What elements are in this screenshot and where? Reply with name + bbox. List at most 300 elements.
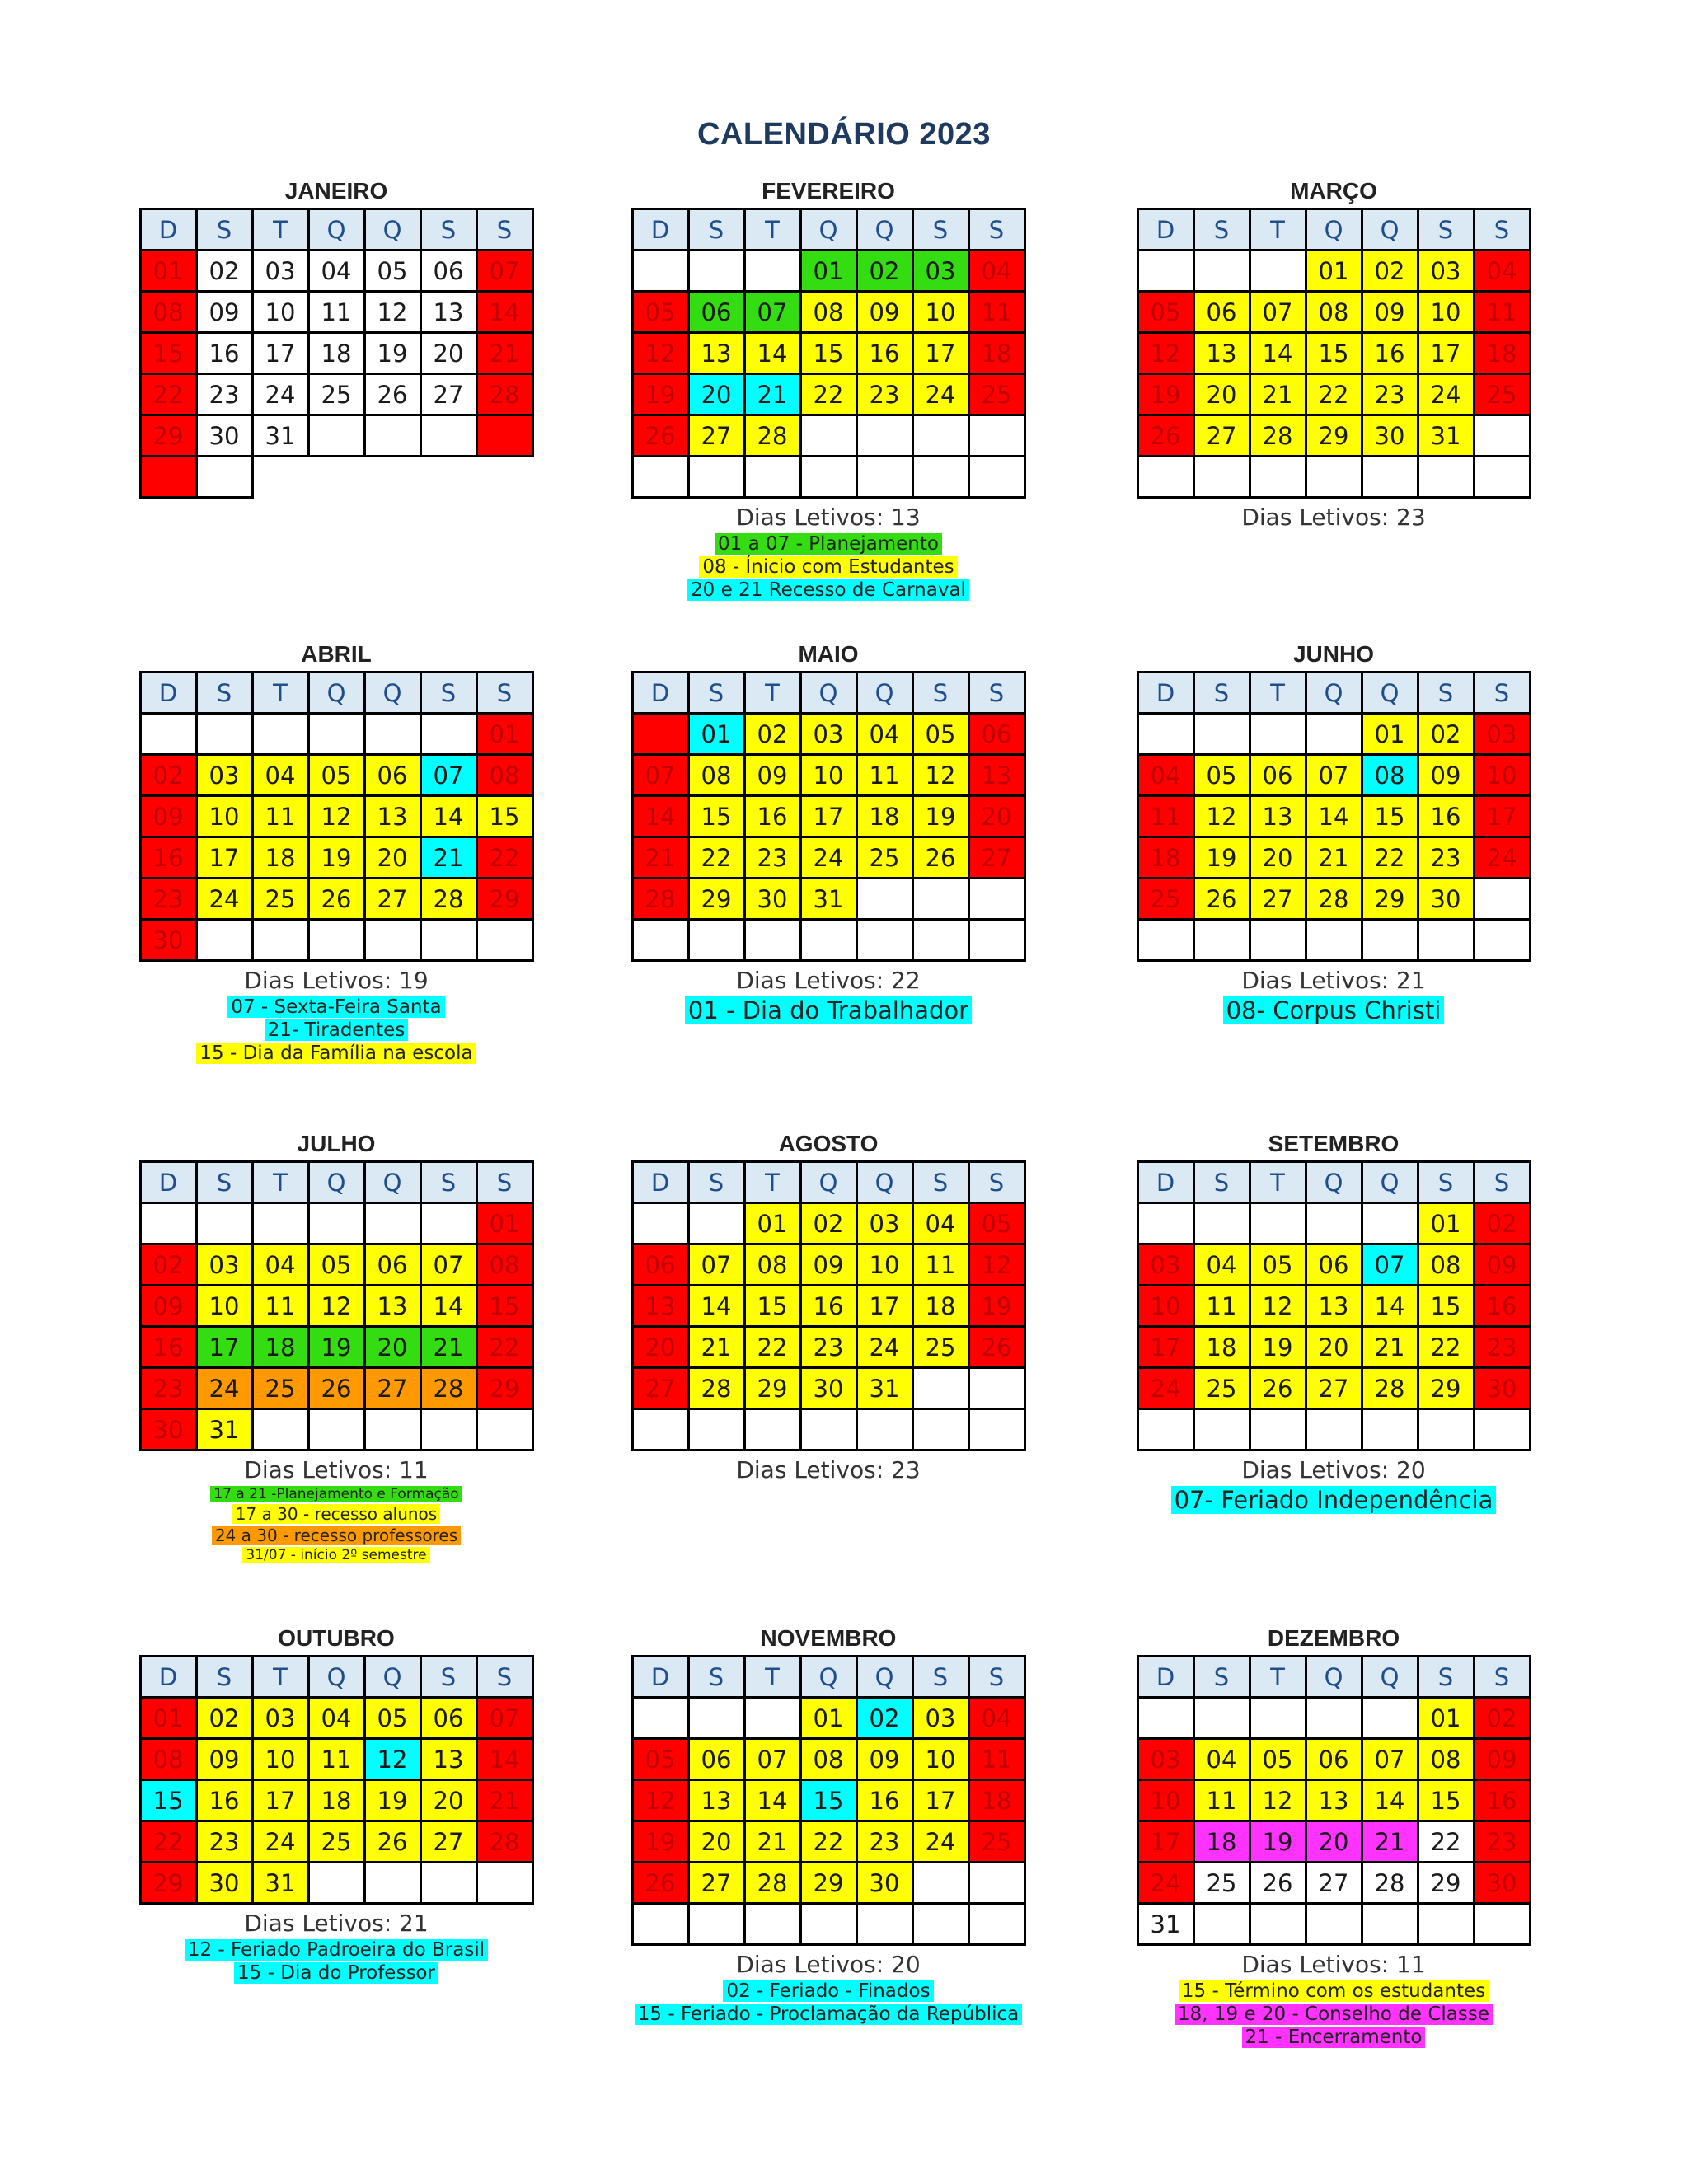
weekday-header: S	[420, 673, 476, 714]
day-cell: 03	[252, 1698, 308, 1739]
empty-cell	[1474, 879, 1530, 920]
weekday-header: S	[688, 209, 744, 251]
empty-cell	[252, 1409, 308, 1451]
day-cell: 27	[364, 1368, 420, 1409]
weekday-header: S	[912, 1657, 968, 1698]
day-cell: 15	[140, 1780, 196, 1821]
day-cell: 20	[420, 333, 476, 374]
day-cell: 14	[688, 1286, 744, 1327]
day-cell: 07	[476, 251, 532, 292]
day-cell: 01	[476, 1203, 532, 1244]
day-cell: 10	[196, 796, 252, 837]
day-cell: 19	[1193, 837, 1250, 879]
day-cell: 04	[1193, 1244, 1250, 1286]
legend-note: 18, 19 e 20 - Conselho de Classe	[1175, 2004, 1493, 2025]
empty-cell	[912, 457, 968, 498]
day-cell: 06	[1250, 755, 1306, 796]
weekday-header: S	[688, 1657, 744, 1698]
month-name: ABRIL	[301, 641, 372, 667]
legend-note: 01 a 07 - Planejamento	[715, 533, 942, 555]
day-cell: 08	[744, 1244, 800, 1286]
day-cell: 06	[688, 1739, 744, 1780]
dias-letivos: Dias Letivos: 11	[244, 1456, 429, 1483]
day-cell: 02	[856, 1698, 912, 1739]
day-cell: 25	[912, 1327, 968, 1368]
day-cell: 18	[1193, 1821, 1250, 1863]
day-cell: 23	[856, 374, 912, 415]
day-cell: 26	[912, 837, 968, 879]
day-cell: 26	[1137, 415, 1193, 457]
legend-note: 12 - Feriado Padroeira do Brasil	[185, 1939, 488, 1961]
empty-cell	[800, 920, 856, 961]
dias-letivos: Dias Letivos: 20	[1241, 1456, 1426, 1483]
day-cell: 31	[196, 1409, 252, 1451]
empty-cell	[1137, 920, 1193, 961]
day-cell: 05	[1193, 755, 1250, 796]
weekday-header: S	[1418, 1162, 1474, 1203]
day-cell: 15	[140, 333, 196, 374]
day-cell: 23	[744, 837, 800, 879]
day-cell: 06	[968, 714, 1025, 755]
day-cell: 25	[252, 879, 308, 920]
day-cell: 17	[1137, 1821, 1193, 1863]
day-cell: 19	[364, 333, 420, 374]
empty-cell	[476, 1409, 532, 1451]
day-cell: 11	[1193, 1780, 1250, 1821]
weekday-header: Q	[308, 1657, 364, 1698]
day-cell: 25	[1137, 879, 1193, 920]
weekday-header: T	[1250, 209, 1306, 251]
day-cell: 18	[912, 1286, 968, 1327]
day-cell: 23	[800, 1327, 856, 1368]
day-cell: 15	[1418, 1780, 1474, 1821]
day-cell: 23	[140, 879, 196, 920]
legend-note: 24 a 30 - recesso professores	[212, 1526, 461, 1545]
day-cell: 20	[364, 1327, 420, 1368]
month-name: NOVEMBRO	[760, 1625, 897, 1651]
empty-cell	[1250, 251, 1306, 292]
day-cell: 28	[1362, 1863, 1418, 1904]
day-cell: 24	[912, 1821, 968, 1863]
day-cell: 13	[632, 1286, 688, 1327]
day-cell: 26	[308, 1368, 364, 1409]
empty-cell	[744, 251, 800, 292]
day-cell: 23	[1474, 1327, 1530, 1368]
day-cell: 16	[1362, 333, 1418, 374]
day-cell: 04	[968, 251, 1025, 292]
page-title: CALENDÁRIO 2023	[697, 117, 991, 152]
empty-cell	[252, 920, 308, 961]
day-cell: 22	[140, 1821, 196, 1863]
weekday-header: S	[1193, 673, 1250, 714]
day-cell: 05	[308, 1244, 364, 1286]
empty-cell	[744, 1409, 800, 1451]
day-cell: 31	[800, 879, 856, 920]
empty-cell	[632, 1409, 688, 1451]
day-cell: 19	[632, 1821, 688, 1863]
weekday-header: T	[252, 1162, 308, 1203]
day-cell: 30	[856, 1863, 912, 1904]
weekday-header: S	[1474, 209, 1530, 251]
empty-cell	[688, 1203, 744, 1244]
legend-note: 20 e 21 Recesso de Carnaval	[687, 579, 969, 601]
day-cell: 21	[1306, 837, 1362, 879]
month-setembro	[1132, 1127, 1536, 1515]
month-name: MARÇO	[1290, 178, 1377, 204]
weekday-header: D	[140, 673, 196, 714]
weekday-header: Q	[1362, 673, 1418, 714]
day-cell: 04	[308, 1698, 364, 1739]
day-cell: 27	[968, 837, 1025, 879]
day-cell: 29	[476, 879, 532, 920]
month-name: AGOSTO	[778, 1131, 879, 1156]
day-cell: 03	[1474, 714, 1530, 755]
day-cell: 22	[744, 1327, 800, 1368]
legend-note: 17 a 30 - recesso alunos	[232, 1504, 440, 1524]
day-cell: 06	[364, 755, 420, 796]
legend-notes	[134, 996, 538, 1065]
day-cell: 27	[632, 1368, 688, 1409]
day-cell: 17	[800, 796, 856, 837]
legend-notes	[134, 1938, 538, 1985]
empty-cell	[912, 1368, 968, 1409]
day-cell: 09	[196, 292, 252, 333]
empty-cell	[800, 415, 856, 457]
weekday-header: Q	[364, 1657, 420, 1698]
weekday-header: D	[1137, 209, 1193, 251]
day-cell: 27	[420, 1821, 476, 1863]
day-cell: 09	[196, 1739, 252, 1780]
day-cell: 26	[968, 1327, 1025, 1368]
legend-note: 15 - Dia do Professor	[234, 1962, 438, 1984]
day-cell: 03	[1137, 1244, 1193, 1286]
day-cell: 16	[800, 1286, 856, 1327]
weekday-header: D	[1137, 1162, 1193, 1203]
day-cell: 10	[252, 1739, 308, 1780]
weekday-header: Q	[800, 673, 856, 714]
empty-cell	[688, 1409, 744, 1451]
empty-cell	[196, 457, 252, 498]
day-cell: 12	[632, 1780, 688, 1821]
day-cell: 13	[1306, 1780, 1362, 1821]
day-cell: 24	[800, 837, 856, 879]
weekday-header: Q	[1306, 209, 1362, 251]
month-dezembro	[1132, 1622, 1536, 2049]
weekday-header: D	[1137, 1657, 1193, 1698]
blank-space	[308, 457, 364, 498]
weekday-header: Q	[1362, 1657, 1418, 1698]
day-cell: 07	[632, 755, 688, 796]
weekday-header: D	[632, 209, 688, 251]
day-cell: 17	[856, 1286, 912, 1327]
day-cell: 03	[1137, 1739, 1193, 1780]
day-cell: 28	[476, 1821, 532, 1863]
day-cell: 16	[140, 837, 196, 879]
weekday-header: D	[140, 1657, 196, 1698]
day-cell: 16	[744, 796, 800, 837]
day-cell: 12	[912, 755, 968, 796]
day-cell: 01	[1418, 1698, 1474, 1739]
day-cell: 19	[308, 1327, 364, 1368]
empty-cell	[1250, 1698, 1306, 1739]
weekday-header: T	[1250, 1657, 1306, 1698]
empty-cell	[1474, 415, 1530, 457]
day-cell: 05	[632, 1739, 688, 1780]
month-table	[1137, 1655, 1531, 1946]
day-cell: 04	[968, 1698, 1025, 1739]
day-cell: 07	[1250, 292, 1306, 333]
day-cell: 10	[912, 292, 968, 333]
day-cell: 11	[968, 1739, 1025, 1780]
day-cell: 09	[744, 755, 800, 796]
day-cell: 08	[688, 755, 744, 796]
empty-cell	[1306, 714, 1362, 755]
day-cell: 24	[856, 1327, 912, 1368]
day-cell: 11	[912, 1244, 968, 1286]
day-cell: 16	[1418, 796, 1474, 837]
day-cell: 04	[1193, 1739, 1250, 1780]
day-cell: 07	[744, 1739, 800, 1780]
day-cell: 24	[912, 374, 968, 415]
empty-cell	[856, 415, 912, 457]
day-cell: 13	[364, 1286, 420, 1327]
empty-cell	[1250, 1203, 1306, 1244]
weekday-header: S	[968, 1657, 1025, 1698]
empty-cell	[1306, 1203, 1362, 1244]
legend-note: 08- Corpus Christi	[1223, 996, 1445, 1024]
legend-note: 07- Feriado Independência	[1171, 1486, 1497, 1514]
day-cell: 18	[968, 333, 1025, 374]
day-cell: 27	[688, 1863, 744, 1904]
day-cell: 06	[632, 1244, 688, 1286]
legend-note: 15 - Dia da Família na escola	[196, 1043, 476, 1064]
empty-cell	[968, 1904, 1025, 1945]
day-cell: 07	[420, 1244, 476, 1286]
day-cell: 01	[1362, 714, 1418, 755]
day-cell: 10	[1474, 755, 1530, 796]
weekday-header: Q	[1362, 209, 1418, 251]
month-junho	[1132, 638, 1536, 1025]
day-cell: 14	[1362, 1780, 1418, 1821]
empty-cell	[1193, 457, 1250, 498]
day-cell: 29	[1418, 1863, 1474, 1904]
day-cell: 01	[688, 714, 744, 755]
day-cell: 31	[856, 1368, 912, 1409]
day-cell: 21	[476, 1780, 532, 1821]
weekday-header: S	[1474, 1657, 1530, 1698]
empty-cell	[1362, 1409, 1418, 1451]
day-cell: 18	[1474, 333, 1530, 374]
day-cell: 14	[1362, 1286, 1418, 1327]
day-cell: 04	[912, 1203, 968, 1244]
day-cell: 05	[1250, 1244, 1306, 1286]
day-cell: 30	[1418, 879, 1474, 920]
month-table	[139, 1655, 534, 1905]
empty-cell	[1193, 1409, 1250, 1451]
day-cell: 02	[744, 714, 800, 755]
legend-notes	[1132, 996, 1536, 1025]
day-cell: 24	[196, 879, 252, 920]
empty-cell	[1362, 920, 1418, 961]
day-cell: 06	[1306, 1739, 1362, 1780]
legend-notes	[134, 1485, 538, 1564]
day-cell: 04	[1137, 755, 1193, 796]
day-cell: 23	[140, 1368, 196, 1409]
day-cell: 27	[1250, 879, 1306, 920]
weekday-header: S	[196, 1657, 252, 1698]
weekday-header: Q	[1362, 1162, 1418, 1203]
day-cell: 08	[140, 292, 196, 333]
empty-cell	[364, 920, 420, 961]
day-cell: 03	[800, 714, 856, 755]
weekday-header: Q	[1306, 1657, 1362, 1698]
day-cell: 13	[688, 333, 744, 374]
weekday-header: S	[1193, 1162, 1250, 1203]
empty-cell	[364, 714, 420, 755]
day-cell: 31	[252, 415, 308, 457]
month-table	[1137, 1160, 1531, 1451]
day-cell: 18	[1193, 1327, 1250, 1368]
day-cell: 15	[476, 1286, 532, 1327]
day-cell: 21	[744, 374, 800, 415]
weekday-header: Q	[800, 209, 856, 251]
weekday-header: S	[420, 209, 476, 251]
weekday-header: Q	[308, 673, 364, 714]
day-cell: 18	[1137, 837, 1193, 879]
day-cell: 05	[308, 755, 364, 796]
empty-cell	[140, 457, 196, 498]
weekday-header: Q	[800, 1162, 856, 1203]
empty-cell	[1250, 1409, 1306, 1451]
day-cell: 16	[1474, 1286, 1530, 1327]
empty-cell	[856, 457, 912, 498]
day-cell: 23	[1474, 1821, 1530, 1863]
day-cell: 05	[364, 1698, 420, 1739]
day-cell: 26	[632, 415, 688, 457]
day-cell: 17	[1474, 796, 1530, 837]
day-cell: 22	[1418, 1327, 1474, 1368]
day-cell: 15	[800, 333, 856, 374]
weekday-header: T	[252, 1657, 308, 1698]
day-cell: 12	[632, 333, 688, 374]
empty-cell	[1137, 1203, 1193, 1244]
weekday-header: Q	[856, 209, 912, 251]
weekday-header: T	[744, 209, 800, 251]
day-cell: 30	[140, 920, 196, 961]
day-cell: 25	[308, 1821, 364, 1863]
day-cell: 03	[912, 251, 968, 292]
legend-notes	[626, 996, 1030, 1025]
legend-note: 17 a 21 -Planejamento e Formação	[210, 1486, 462, 1502]
empty-cell	[420, 415, 476, 457]
empty-cell	[1137, 1698, 1193, 1739]
day-cell: 08	[800, 1739, 856, 1780]
month-maio	[626, 638, 1030, 1025]
day-cell: 08	[1418, 1739, 1474, 1780]
day-cell: 22	[800, 374, 856, 415]
day-cell: 21	[744, 1821, 800, 1863]
day-cell: 14	[744, 333, 800, 374]
empty-cell	[1474, 457, 1530, 498]
empty-cell	[308, 1409, 364, 1451]
day-cell: 18	[856, 796, 912, 837]
month-table	[631, 1160, 1026, 1451]
day-cell: 23	[1418, 837, 1474, 879]
day-cell: 28	[688, 1368, 744, 1409]
day-cell: 31	[252, 1863, 308, 1904]
day-cell: 14	[476, 1739, 532, 1780]
month-table	[631, 1655, 1026, 1946]
weekday-header: S	[476, 1657, 532, 1698]
day-cell: 10	[856, 1244, 912, 1286]
day-cell: 15	[1362, 796, 1418, 837]
empty-cell	[252, 714, 308, 755]
day-cell: 07	[744, 292, 800, 333]
empty-cell	[856, 1904, 912, 1945]
day-cell: 09	[140, 796, 196, 837]
day-cell: 30	[800, 1368, 856, 1409]
day-cell: 17	[1137, 1327, 1193, 1368]
day-cell: 14	[420, 1286, 476, 1327]
day-cell: 05	[912, 714, 968, 755]
month-outubro	[134, 1622, 538, 1985]
weekday-header: S	[476, 1162, 532, 1203]
weekday-header: T	[252, 209, 308, 251]
day-cell: 01	[800, 251, 856, 292]
day-cell: 01	[140, 251, 196, 292]
weekday-header: S	[1193, 1657, 1250, 1698]
empty-cell	[632, 251, 688, 292]
empty-cell	[912, 1904, 968, 1945]
day-cell: 19	[912, 796, 968, 837]
day-cell: 22	[140, 374, 196, 415]
day-cell: 10	[1137, 1286, 1193, 1327]
day-cell: 18	[308, 333, 364, 374]
day-cell: 23	[1362, 374, 1418, 415]
day-cell: 14	[744, 1780, 800, 1821]
empty-cell	[856, 879, 912, 920]
empty-cell	[1306, 1698, 1362, 1739]
day-cell: 11	[1474, 292, 1530, 333]
day-cell: 18	[252, 1327, 308, 1368]
legend-note: 01 - Dia do Trabalhador	[685, 996, 972, 1024]
day-cell: 31	[1137, 1904, 1193, 1945]
weekday-header: D	[632, 673, 688, 714]
empty-cell	[1137, 457, 1193, 498]
empty-cell	[196, 714, 252, 755]
day-cell: 25	[308, 374, 364, 415]
day-cell: 17	[252, 1780, 308, 1821]
day-cell: 30	[196, 1863, 252, 1904]
day-cell: 06	[1306, 1244, 1362, 1286]
month-name: JULHO	[297, 1131, 376, 1156]
day-cell: 20	[1193, 374, 1250, 415]
day-cell: 22	[800, 1821, 856, 1863]
weekday-header: Q	[364, 209, 420, 251]
day-cell: 18	[968, 1780, 1025, 1821]
day-cell: 06	[420, 1698, 476, 1739]
day-cell: 05	[364, 251, 420, 292]
empty-cell	[1250, 1904, 1306, 1945]
day-cell: 19	[364, 1780, 420, 1821]
empty-cell	[140, 714, 196, 755]
day-cell: 30	[1474, 1863, 1530, 1904]
empty-cell	[1474, 1904, 1530, 1945]
day-cell: 02	[196, 251, 252, 292]
day-cell: 08	[140, 1739, 196, 1780]
empty-cell	[420, 714, 476, 755]
empty-cell	[308, 415, 364, 457]
